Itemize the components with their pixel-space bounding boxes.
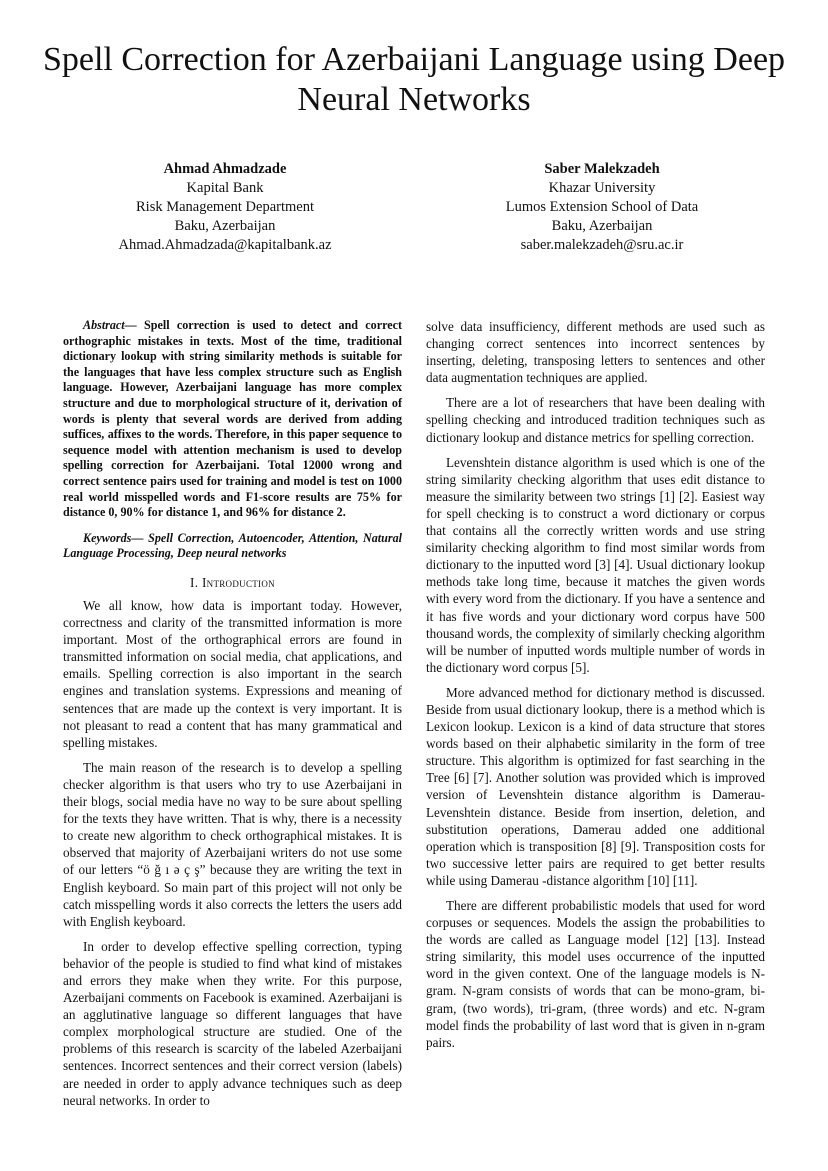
section-title: Introduction: [201, 574, 275, 590]
author-block-1: [55, 160, 395, 255]
author-dept: Risk Management Department: [136, 199, 314, 215]
author-block-2: [432, 160, 772, 255]
section-heading-introduction: [63, 574, 402, 591]
keywords: Keywords— Spell Correction, Autoencoder, Attention, Natural Language Processing, Deep neural networks: [63, 530, 402, 561]
abstract: [63, 318, 402, 521]
author-email: Ahmad.Ahmadzada@kapitalbank.az: [118, 237, 332, 253]
abstract-text: Spell correction is used to detect and correct orthographic mistakes in texts. Most of the time, traditional dictionary lookup with string similarity methods is suitable for the languages that have less complex structure such as English language. However, Azerbaijani language has more complex structure and due to morphological structure of it, derivation of words is plenty that several words are derived from adding suffices, affixes to the words. Therefore, in this paper sequence to sequence model with attention mechanism is used to develop spelling correction for Azerbaijani. Total 12000 wrong and correct sentence pairs used for training and model is test on 1000 real world misspelled words and F1-score results are 75% for distance 0, 90% for distance 1, and 96% for distance 2.: [63, 318, 402, 520]
author-email: saber.malekzadeh@sru.ac.ir: [520, 237, 684, 253]
body-paragraph-continued: solve data insufficiency, different methods are used such as changing correct sentences into incorrect sentences by inserting, deleting, transposing letters to sentences and other data augmentation techniques are applied.: [426, 319, 765, 386]
body-paragraph: We all know, how data is important today. However, correctness and clarity of the transmitted information is more important. Most of the orthographical errors are found in transmitted information on social media, chat applications, and emails. Spelling correction is also important in the search engines and translation systems. Expressions and meaning of sentences that are made up the context is very important. It is not pleasant to read a content that has many grammatical and spelling mistakes.: [63, 598, 402, 750]
author-dept: Lumos Extension School of Data: [505, 199, 699, 215]
author-city: Baku, Azerbaijan: [551, 218, 653, 234]
body-paragraph: The main reason of the research is to develop a spelling checker algorithm is that users who try to use Azerbaijani in their blogs, social media have no way to be sure about spelling for the texts they have written. That is why, there is a necessity to create new algorithm to check orthographical mistakes. It is observed that majority of Azerbaijani writers do not use some of our letters “ö ğ ı ə ç ş” because they are writing the text in English keyboard. So main part of this project will not only be catch misspelling words it also corrects the letters the users add with English keyboard.: [63, 759, 402, 929]
body-paragraph: More advanced method for dictionary method is discussed. Beside from usual dictionary lookup, there is a method which is Lexicon lookup. Lexicon is a kind of data structure that stores words based on their alphabetic similarity in the form of tree structure. This algorithm is optimized for fast searching in the Tree [6] [7]. Another solution was provided which is improved version of Levenshtein distance algorithm is Damerau- Levenshtein distance. Beside from insertion, deletion, and substitution operations, Damerau added one additional operation which is transposition [8] [9]. Transposition costs for two successive letter pairs are required to get better results while using Damerau -distance algorithm [10] [11].: [426, 684, 765, 888]
right-column: [426, 318, 765, 1059]
body-paragraph: There are a lot of researchers that have been dealing with spelling checking and introduced tradition techniques such as dictionary lookup and distance metrics for spelling correction.: [426, 395, 765, 445]
author-name: Saber Malekzadeh: [544, 161, 660, 177]
body-paragraph: There are different probabilistic models that used for word corpuses or sequences. Models the assign the probabilities to the words are called as Language model [12] [13]. Instead string similarity, this model uses occurrence of the inputted word in the given context. One of the language models is N-gram. N-gram consists of words that can be mono-gram, bi-gram, (two words), tri-gram, (three words) and etc. N-gram model finds the probability of last word that is given in n-gram pairs.: [426, 898, 765, 1050]
body-paragraph: Levenshtein distance algorithm is used which is one of the string similarity checking algorithm that uses edit distance to measure the similarity between two strings [1] [2]. Easiest way for spell checking is to construct a word dictionary or corpus that contains all the correctly written words and use string similarity checking algorithm to find most similar words from dictionary to the inputted word [3] [4]. Usual dictionary lookup methods take long time, because it matches the given words with every word from the dictionary. If you have a sentence and it has five words and your dictionary word corpus have 500 thousand words, the complexity of similarly checking algorithm will be number of inputted words multiple number of words in the dictionary word corpus [5].: [426, 454, 765, 675]
section-number: I.: [190, 574, 199, 590]
author-org: Kapital Bank: [186, 180, 264, 196]
body-paragraph: In order to develop effective spelling correction, typing behavior of the people is studied to find what kind of mistakes and errors they make when they write. For this purpose, Azerbaijani comments on Facebook is examined. Azerbaijani is an agglutinative language so different languages that have complex morphological structure are studied. One of the problems of this research is scarcity of the labeled Azerbaijani sentences. Incorrect sentences and their correct version (labels) are needed in order to apply advance techniques such as deep neural networks. In order to: [63, 938, 402, 1108]
author-org: Khazar University: [548, 180, 656, 196]
left-column: [63, 318, 402, 1117]
author-name: Ahmad Ahmadzade: [163, 161, 287, 177]
author-city: Baku, Azerbaijan: [174, 218, 276, 234]
abstract-label: Abstract—: [83, 318, 137, 332]
paper-title: Spell Correction for Azerbaijani Language using Deep Neural Networks: [42, 41, 786, 118]
